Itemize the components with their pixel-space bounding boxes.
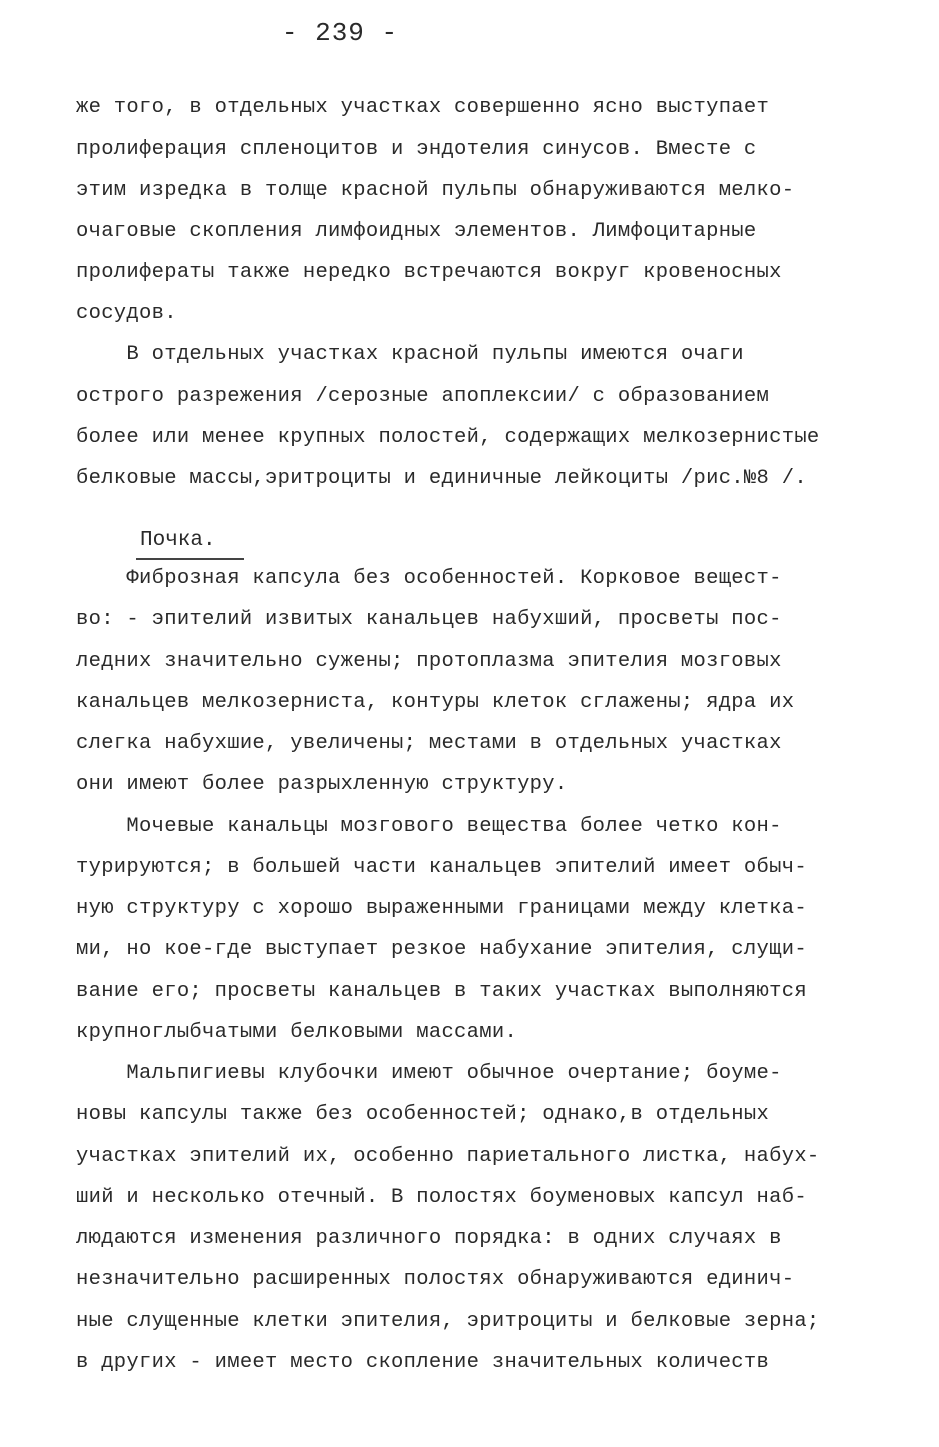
text-line: Фиброзная капсула без особенностей. Корковое вещест- [76, 567, 782, 590]
text-line: пролифераты также нередко встречаются вокруг кровеносных [76, 261, 782, 284]
text-line: крупноглыбчатыми белковыми массами. [76, 1021, 518, 1044]
text-line: новы капсулы также без особенностей; однако,в отдельных [76, 1103, 770, 1126]
page-number: - 239 - [281, 18, 399, 48]
text-line: слегка набухшие, увеличены; местами в отдельных участках [76, 732, 782, 755]
text-line: сосудов. [76, 302, 177, 325]
text-line: очаговые скопления лимфоидных элементов. Лимфоцитарные [76, 220, 757, 243]
text-line: ные слущенные клетки эпителия, эритроциты и белковые зерна; [76, 1310, 820, 1333]
text-line: людаются изменения различного порядка: в одних случаях в [76, 1227, 782, 1250]
text-line: Мальпигиевы клубочки имеют обычное очертание; боуме- [76, 1062, 782, 1085]
text-line: турируются; в большей части канальцев эпителий имеет обыч- [76, 856, 807, 879]
text-line: более или менее крупных полостей, содержащих мелкозернистые [76, 426, 820, 449]
text-line: ледних значительно сужены; протоплазма эпителия мозговых [76, 650, 782, 673]
text-line: участках эпителий их, особенно париетального листка, набух- [76, 1145, 820, 1168]
text-line: ную структуру с хорошо выраженными границами между клетка- [76, 897, 807, 920]
text-line: белковые массы,эритроциты и единичные лейкоциты /рис.№8 /. [76, 467, 807, 490]
text-line: незначительно расширенных полостях обнаруживаются единич- [76, 1268, 795, 1291]
heading-underline [136, 558, 244, 560]
text-line: ми, но кое-где выступает резкое набухание эпителия, слущи- [76, 938, 807, 961]
text-line: этим изредка в толще красной пульпы обнаруживаются мелко- [76, 179, 795, 202]
text-line: в других - имеет место скопление значительных количеств [76, 1351, 770, 1374]
text-line: В отдельных участках красной пульпы имеются очаги [76, 343, 744, 366]
text-line: канальцев мелкозерниста, контуры клеток сглажены; ядра их [76, 691, 795, 714]
text-line: же того, в отдельных участках совершенно ясно выступает [76, 96, 770, 119]
text-line: они имеют более разрыхленную структуру. [76, 773, 568, 796]
text-line: вание его; просветы канальцев в таких участках выполняются [76, 980, 807, 1003]
text-line: острого разрежения /серозные апоплексии/ с образованием [76, 385, 770, 408]
text-line: пролиферация спленоцитов и эндотелия синусов. Вместе с [76, 138, 757, 161]
section-heading: Почка. [140, 529, 216, 552]
text-line: Мочевые канальцы мозгового вещества более четко кон- [76, 815, 782, 838]
text-line: ший и несколько отечный. В полостях боуменовых капсул наб- [76, 1186, 807, 1209]
text-line: во: - эпителий извитых канальцев набухший, просветы пос- [76, 608, 782, 631]
